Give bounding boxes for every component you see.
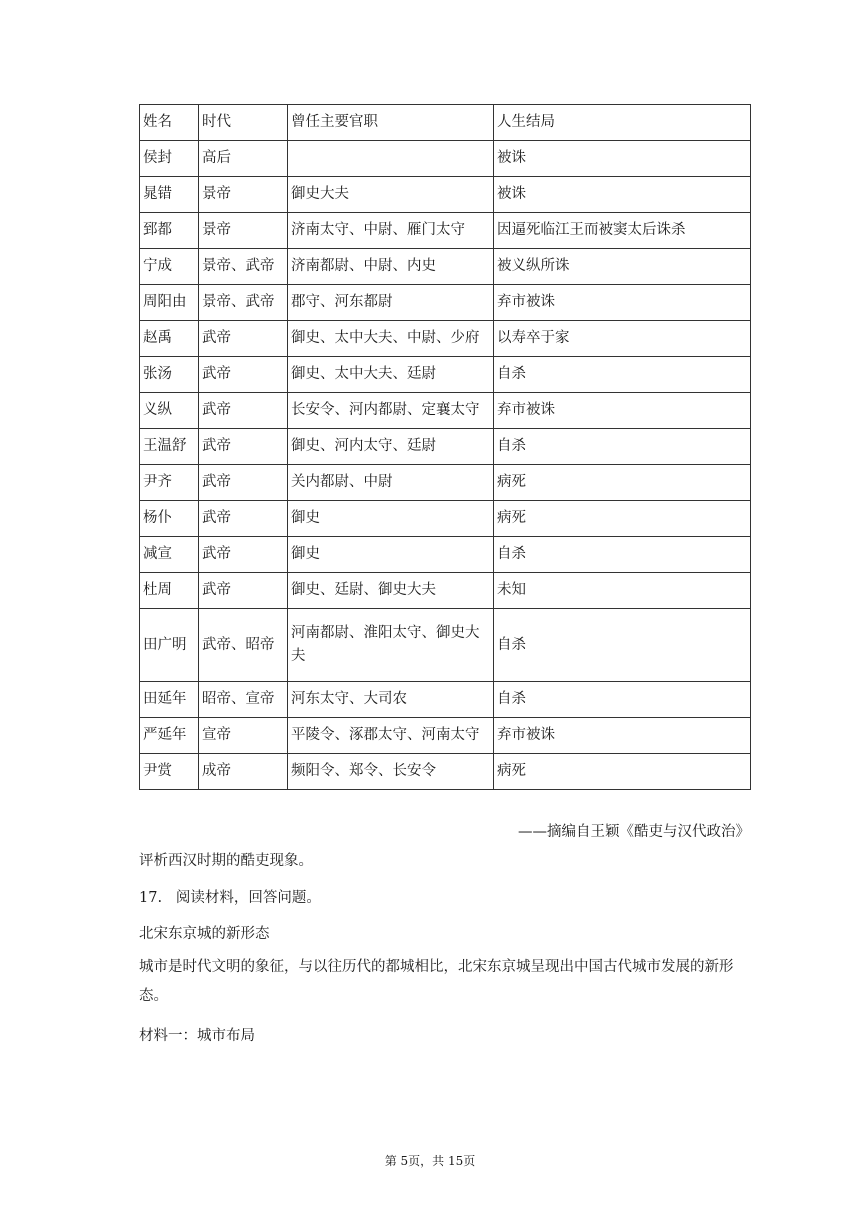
table-row: [140, 429, 751, 465]
offices-cell: 济南都尉、中尉、内史: [288, 249, 494, 285]
fate-cell: 弃市被诛: [494, 285, 751, 321]
offices-cell: 御史大夫: [288, 177, 494, 213]
section-title: 北宋东京城的新形态: [139, 926, 270, 942]
offices-cell: 关内都尉、中尉: [288, 465, 494, 501]
name-cell: 姓名: [140, 105, 199, 141]
era-cell: 景帝、武帝: [199, 285, 288, 321]
table-row: [140, 573, 751, 609]
fate-cell: 被诛: [494, 177, 751, 213]
era-cell: 昭帝、宣帝: [199, 682, 288, 718]
era-cell: 武帝: [199, 537, 288, 573]
question17-heading: [139, 886, 321, 907]
era-cell: 景帝: [199, 177, 288, 213]
name-cell: 严延年: [140, 718, 199, 754]
fate-cell: 以寿卒于家: [494, 321, 751, 357]
name-cell: 减宣: [140, 537, 199, 573]
table-row: [140, 682, 751, 718]
table-row: [140, 357, 751, 393]
material-one-label: 材料一：城市布局: [139, 1028, 255, 1044]
offices-cell: 御史、太中大夫、廷尉: [288, 357, 494, 393]
name-cell: 王温舒: [140, 429, 199, 465]
question-number: 17.: [139, 890, 163, 906]
name-cell: 赵禹: [140, 321, 199, 357]
fate-cell: 人生结局: [494, 105, 751, 141]
era-cell: 宣帝: [199, 718, 288, 754]
fate-cell: 被诛: [494, 141, 751, 177]
table-row: [140, 754, 751, 790]
offices-cell: 河南都尉、淮阳太守、御史大夫: [288, 609, 494, 682]
offices-cell: 御史: [288, 501, 494, 537]
fate-cell: 因逼死临江王而被窦太后诛杀: [494, 213, 751, 249]
era-cell: 景帝: [199, 213, 288, 249]
table-row: [140, 501, 751, 537]
offices-cell: 御史、廷尉、御史大夫: [288, 573, 494, 609]
offices-cell: 曾任主要官职: [288, 105, 494, 141]
fate-cell: 病死: [494, 754, 751, 790]
fate-cell: 自杀: [494, 429, 751, 465]
name-cell: 田延年: [140, 682, 199, 718]
table-row: [140, 213, 751, 249]
era-cell: 景帝、武帝: [199, 249, 288, 285]
name-cell: 尹赏: [140, 754, 199, 790]
table-row: [140, 285, 751, 321]
fate-cell: 弃市被诛: [494, 718, 751, 754]
name-cell: 郅都: [140, 213, 199, 249]
name-cell: 周阳由: [140, 285, 199, 321]
fate-cell: 未知: [494, 573, 751, 609]
era-cell: 高后: [199, 141, 288, 177]
era-cell: 武帝、昭帝: [199, 609, 288, 682]
era-cell: 武帝: [199, 357, 288, 393]
table-row: [140, 609, 751, 682]
question16-task: 评析西汉时期的酷吏现象。: [139, 853, 313, 869]
table-row: [140, 718, 751, 754]
officials-table: [139, 104, 751, 790]
table-row: [140, 537, 751, 573]
era-cell: 武帝: [199, 429, 288, 465]
name-cell: 宁成: [140, 249, 199, 285]
fate-cell: 自杀: [494, 537, 751, 573]
offices-cell: 御史: [288, 537, 494, 573]
table-row: [140, 321, 751, 357]
era-cell: 武帝: [199, 501, 288, 537]
fate-cell: 自杀: [494, 357, 751, 393]
era-cell: 武帝: [199, 465, 288, 501]
table-row: [140, 141, 751, 177]
offices-cell: 御史、太中大夫、中尉、少府: [288, 321, 494, 357]
source-citation: ——摘编自王颖《酷吏与汉代政治》: [518, 824, 750, 840]
name-cell: 侯封: [140, 141, 199, 177]
page-footer: 第 5页，共 15页: [384, 1154, 476, 1168]
offices-cell: 频阳令、郑令、长安令: [288, 754, 494, 790]
offices-cell: 长安令、河内都尉、定襄太守: [288, 393, 494, 429]
era-cell: 武帝: [199, 393, 288, 429]
name-cell: 晁错: [140, 177, 199, 213]
fate-cell: 弃市被诛: [494, 393, 751, 429]
offices-cell: 御史、河内太守、廷尉: [288, 429, 494, 465]
name-cell: 杜周: [140, 573, 199, 609]
fate-cell: 被义纵所诛: [494, 249, 751, 285]
fate-cell: 病死: [494, 501, 751, 537]
name-cell: 张汤: [140, 357, 199, 393]
fate-cell: 自杀: [494, 682, 751, 718]
table-row: [140, 465, 751, 501]
offices-cell: 济南太守、中尉、雁门太守: [288, 213, 494, 249]
table-header-row: [140, 105, 751, 141]
era-cell: 时代: [199, 105, 288, 141]
offices-cell: 郡守、河东都尉: [288, 285, 494, 321]
fate-cell: 自杀: [494, 609, 751, 682]
name-cell: 义纵: [140, 393, 199, 429]
name-cell: 尹齐: [140, 465, 199, 501]
table-row: [140, 393, 751, 429]
question-prompt: 阅读材料，回答问题。: [175, 890, 321, 906]
era-cell: 武帝: [199, 321, 288, 357]
name-cell: 杨仆: [140, 501, 199, 537]
name-cell: 田广明: [140, 609, 199, 682]
offices-cell: 平陵令、涿郡太守、河南太守: [288, 718, 494, 754]
offices-cell: 河东太守、大司农: [288, 682, 494, 718]
intro-paragraph: 城市是时代文明的象征，与以往历代的都城相比，北宋东京城呈现出中国古代城市发展的新形态。: [139, 959, 734, 1004]
fate-cell: 病死: [494, 465, 751, 501]
table-row: [140, 177, 751, 213]
era-cell: 武帝: [199, 573, 288, 609]
table-row: [140, 249, 751, 285]
era-cell: 成帝: [199, 754, 288, 790]
offices-cell: [288, 141, 494, 177]
